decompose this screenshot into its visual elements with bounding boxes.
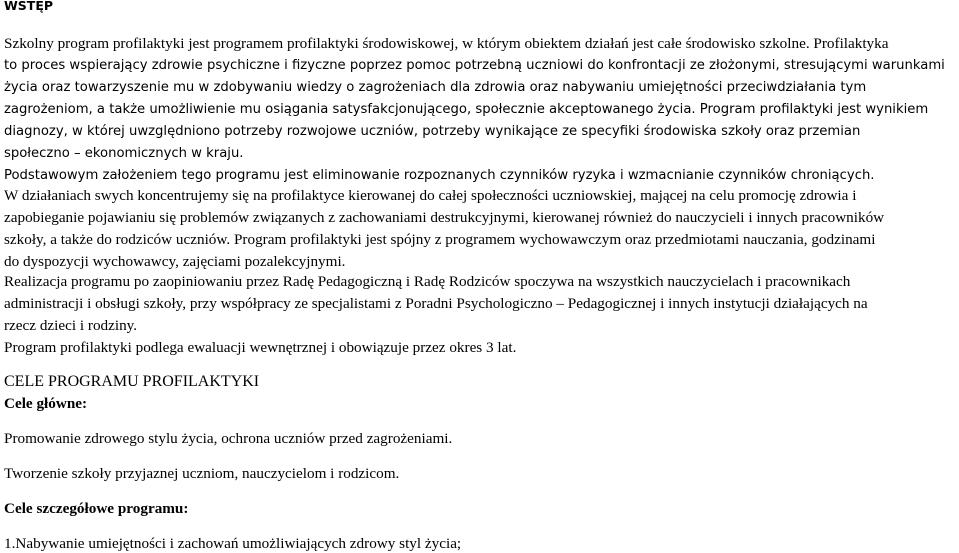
paragraph-line: do dyspozycji wychowawcy, zajęciami pozalekcyjnymi. — [4, 253, 346, 270]
paragraph-line: zapobieganie pojawianiu się problemów związanych z zachowaniami destrukcyjnymi, kierowanej również do nauczycieli i innych pracowników — [4, 209, 885, 226]
paragraph-line: szkoły, a także do rodziców uczniów. Program profilaktyki jest spójny z programem wychowawczym oraz przedmiotami nauczania, godzinami — [4, 231, 876, 248]
paragraph-line: społeczno – ekonomicznych w kraju. — [4, 146, 244, 161]
main-goals-label: Cele główne: — [4, 395, 88, 412]
paragraph-line: rzecz dzieci i rodziny. — [4, 317, 138, 334]
paragraph-line: Szkolny program profilaktyki jest programem profilaktyki środowiskowej, w którym obiektem działań jest całe środowisko szkolne. Profilaktyka — [4, 35, 889, 52]
paragraph-line: zagrożeniom, a także umożliwienie mu osiągania satysfakcjonującego, społecznie akceptowanego życia. Program profilaktyki jest wynikiem — [4, 102, 929, 117]
paragraph-line: Realizacja programu po zaopiniowaniu przez Radę Pedagogiczną i Radę Rodziców spoczywa na wszystkich nauczycielach i pracownikach — [4, 273, 851, 290]
paragraph-line: W działaniach swych koncentrujemy się na profilaktyce kierowanej do całej społeczności uczniowskiej, mającej na celu promocję zdrowia i — [4, 187, 857, 204]
main-goal-item: Tworzenie szkoły przyjaznej uczniom, nauczycielom i rodzicom. — [4, 465, 400, 482]
paragraph-line: Program profilaktyki podlega ewaluacji wewnętrznej i obowiązuje przez okres 3 lat. — [4, 339, 517, 356]
detailed-goals-label: Cele szczegółowe programu: — [4, 500, 189, 517]
detailed-goal-item: 1.Nabywanie umiejętności i zachowań umożliwiających zdrowy styl życia; — [4, 535, 462, 552]
paragraph-line: to proces wspierający zdrowie psychiczne i fizyczne poprzez pomoc potrzebną uczniowi do konfrontacji ze złożonymi, stresującymi warunkami — [4, 58, 945, 73]
paragraph-line: Podstawowym założeniem tego programu jest eliminowanie rozpoznanych czynników ryzyka i wzmacnianie czynników chroniących. — [4, 168, 875, 183]
main-goal-item: Promowanie zdrowego stylu życia, ochrona uczniów przed zagrożeniami. — [4, 430, 453, 447]
paragraph-line: administracji i obsługi szkoły, przy współpracy ze specjalistami z Poradni Psychologiczno – Pedagogicznej i innych instytucji działających na — [4, 295, 868, 312]
paragraph-line: diagnozy, w której uwzględniono potrzeby rozwojowe uczniów, potrzeby wynikające ze specyfiki środowiska szkoły oraz przemian — [4, 124, 861, 139]
paragraph-line: życia oraz towarzyszenie mu w zdobywaniu wiedzy o zagrożeniach dla zdrowia oraz nabywaniu umiejętności przeciwdziałania tym — [4, 80, 867, 95]
page-heading: WSTĘP — [4, 0, 54, 13]
section-title: CELE PROGRAMU PROFILAKTYKI — [4, 373, 260, 390]
